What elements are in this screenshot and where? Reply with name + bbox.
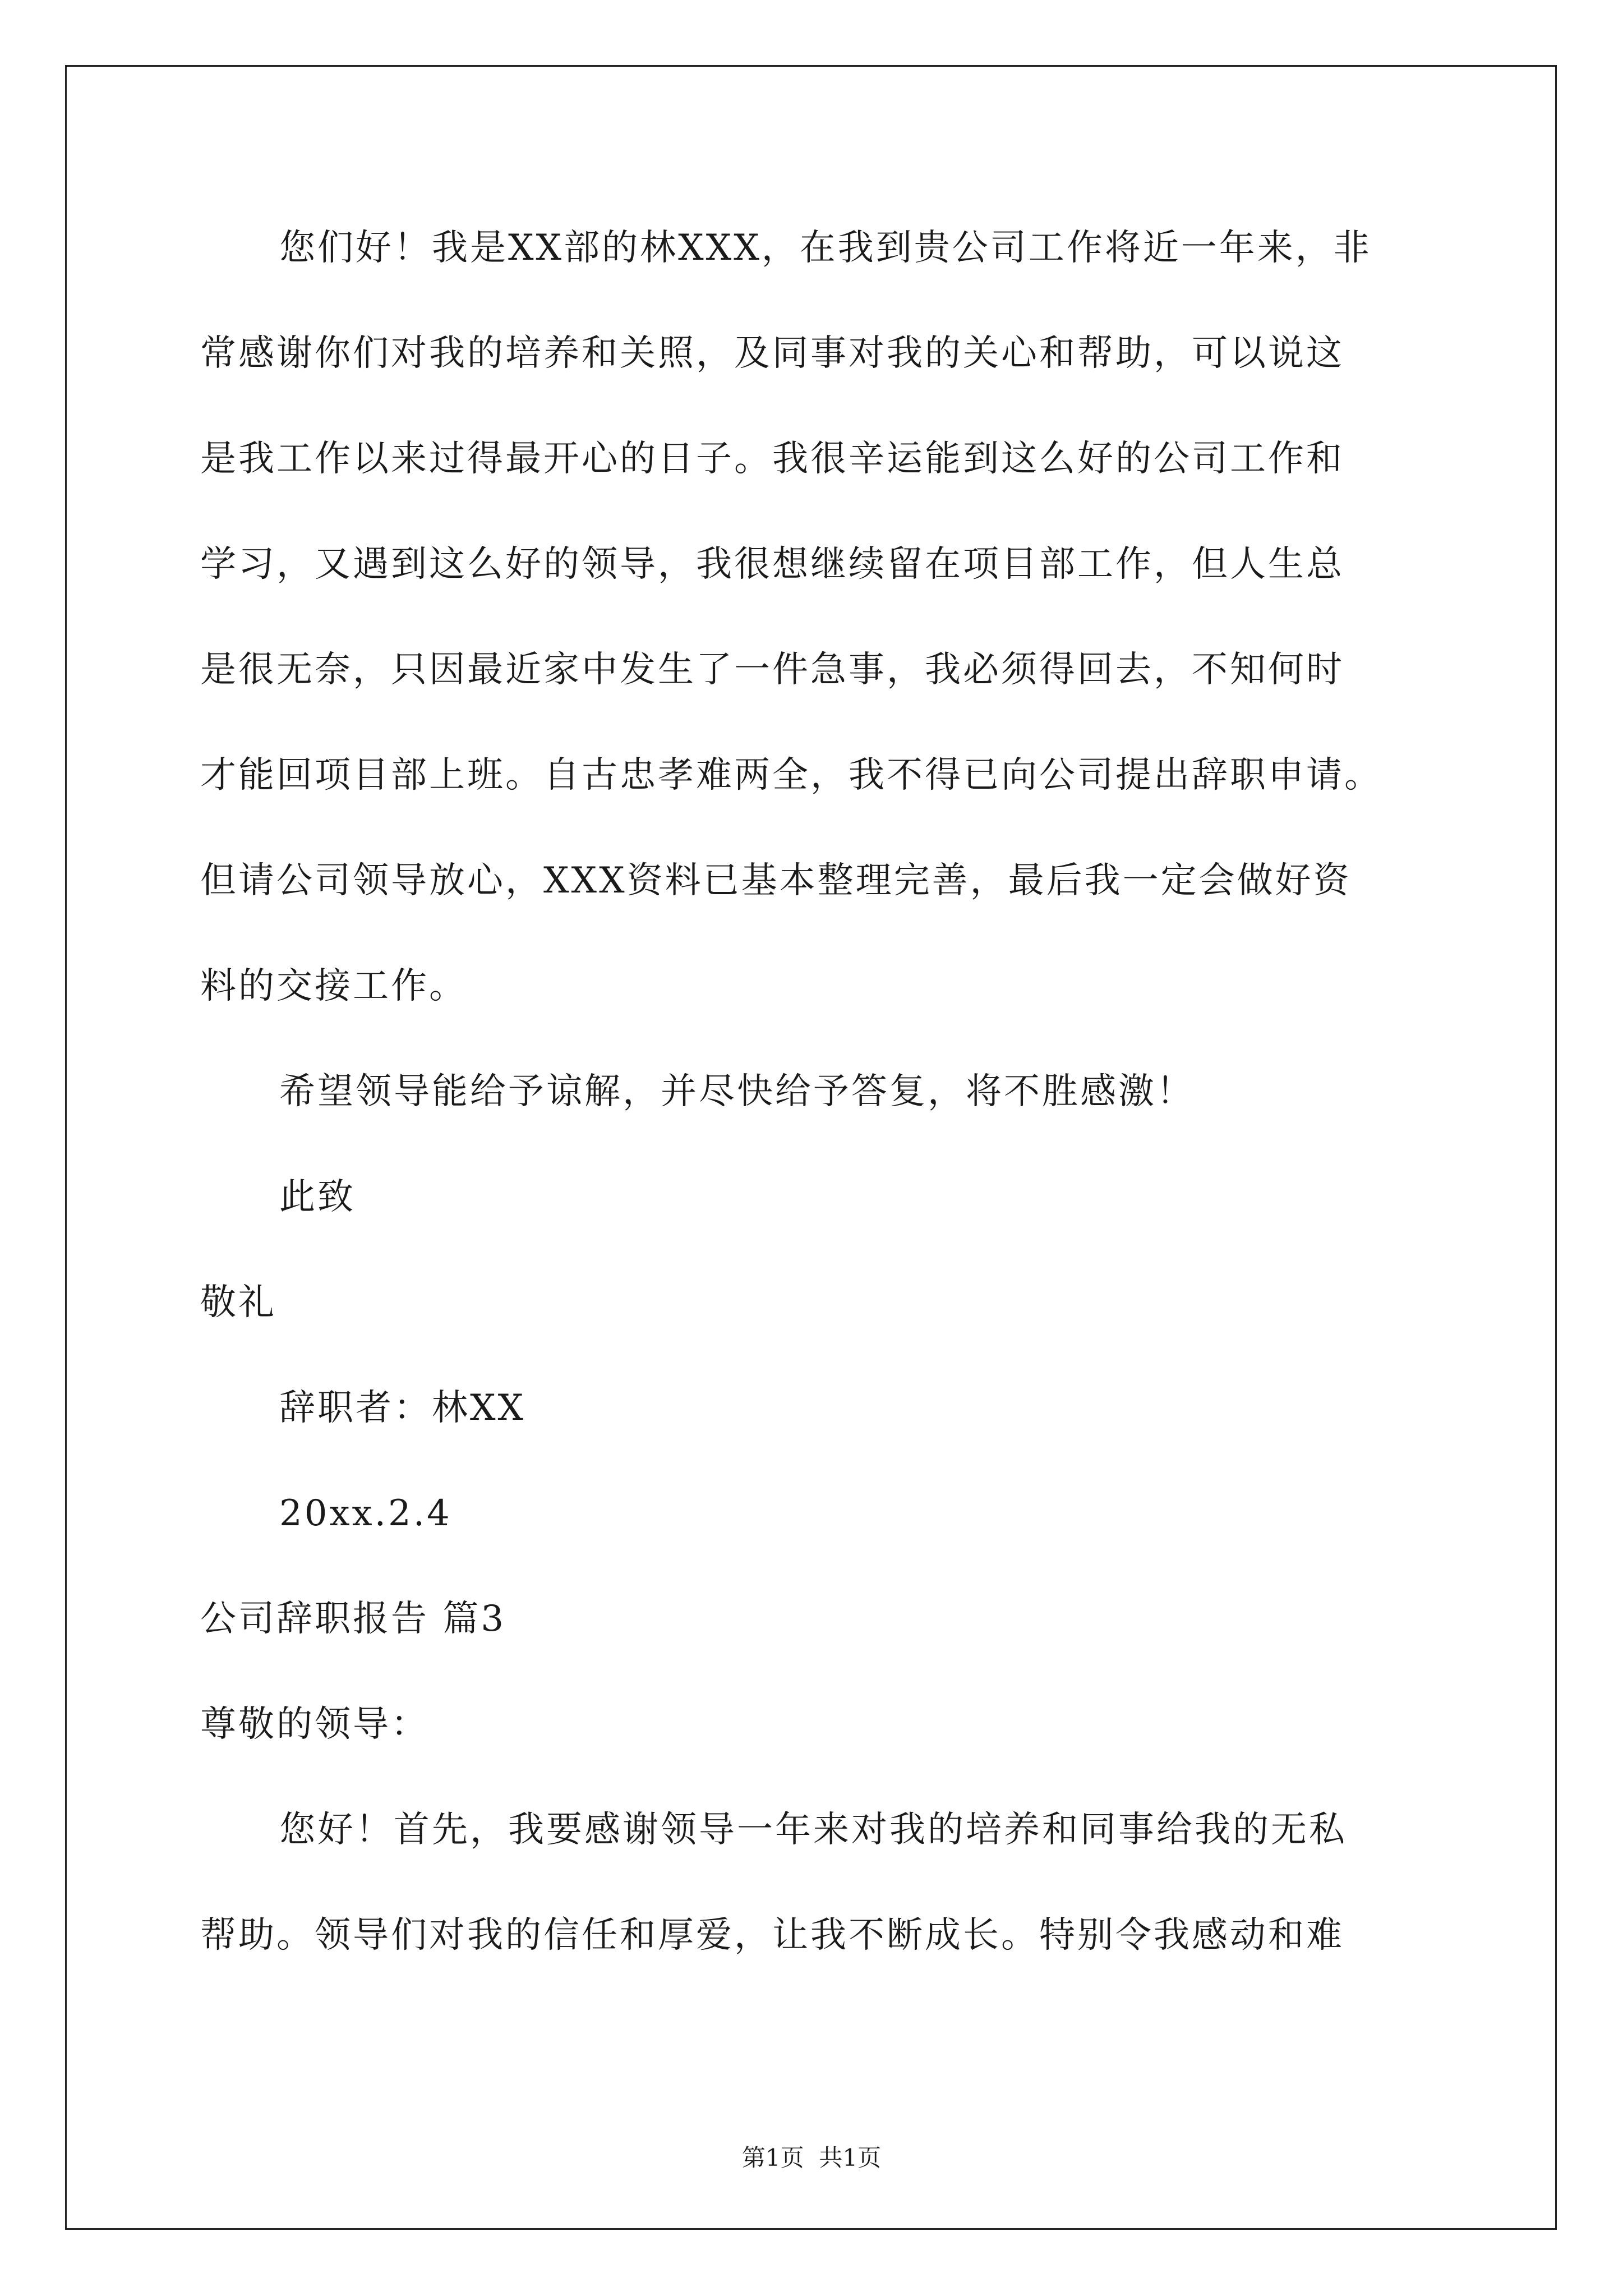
paragraph-line: 才能回项目部上班。自古忠孝难两全，我不得已向公司提出辞职申请。 (200, 754, 1382, 796)
paragraph-line: 您好！首先，我要感谢领导一年来对我的培养和同事给我的无私 (279, 1809, 1347, 1851)
paragraph-line: 料的交接工作。 (200, 965, 467, 1007)
section-heading: 公司辞职报告 篇3 (200, 1598, 506, 1640)
paragraph-line: 帮助。领导们对我的信任和厚爱，让我不断成长。特别令我感动和难 (200, 1915, 1344, 1956)
page-border (65, 65, 1557, 2230)
paragraph-line: 希望领导能给予谅解，并尽快给予答复，将不胜感激！ (279, 1071, 1195, 1112)
paragraph-line: 学习，又遇到这么好的领导，我很想继续留在项目部工作，但人生总 (200, 544, 1344, 585)
greeting-line: 尊敬的领导： (200, 1704, 429, 1745)
paragraph-line: 但请公司领导放心，XXX资料已基本整理完善，最后我一定会做好资 (200, 860, 1352, 901)
date-line: 20xx.2.4 (279, 1493, 452, 1534)
paragraph-line: 您们好！我是XX部的林XXX，在我到贵公司工作将近一年来，非 (279, 227, 1372, 269)
signature-line: 辞职者：林XX (279, 1387, 526, 1429)
closing-line: 此致 (279, 1176, 356, 1218)
page-number-footer: 第1页 共1页 (741, 2144, 882, 2171)
paragraph-line: 是很无奈，只因最近家中发生了一件急事，我必须得回去，不知何时 (200, 649, 1344, 691)
salutation: 敬礼 (200, 1282, 276, 1323)
paragraph-line: 是我工作以来过得最开心的日子。我很辛运能到这么好的公司工作和 (200, 438, 1344, 480)
paragraph-line: 常感谢你们对我的培养和关照，及同事对我的关心和帮助，可以说这 (200, 333, 1344, 374)
